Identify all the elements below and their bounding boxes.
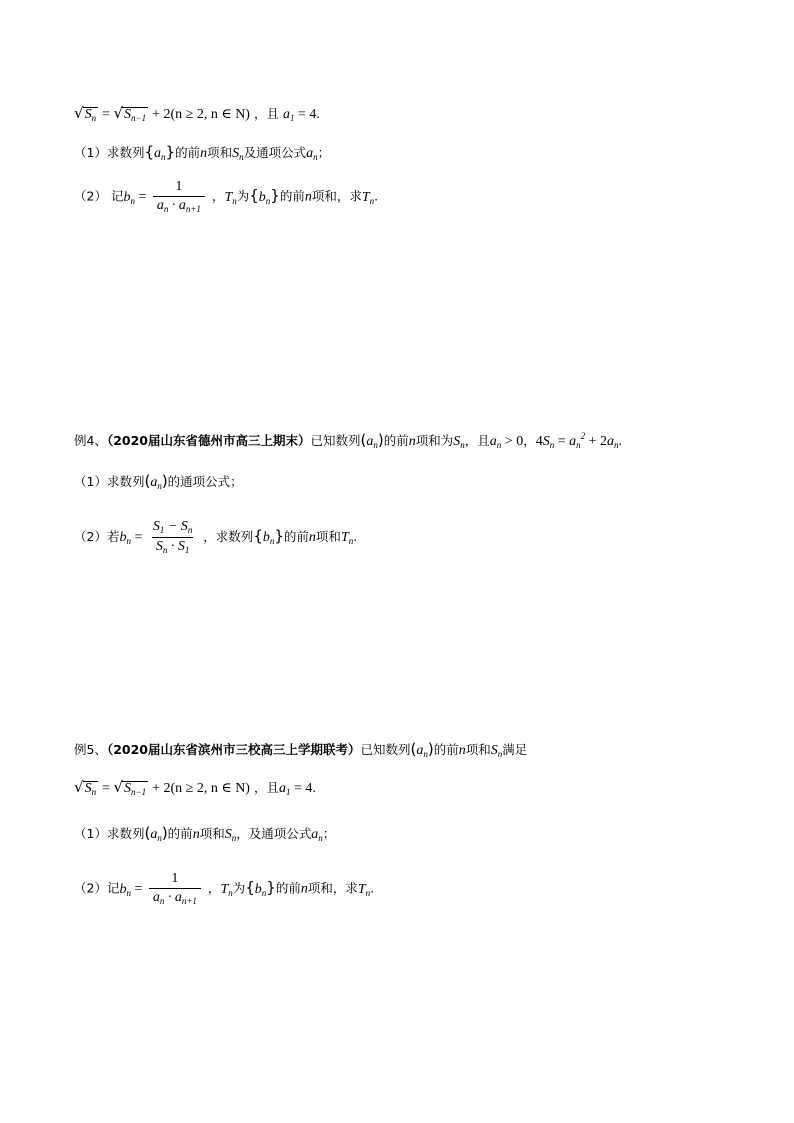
block1-q1: （1）求数列$\{a_n\}$的前n项和$S_n$及通项公式$a_n$； [74,143,331,162]
two: 2 [163,107,171,122]
plus-two: + [152,107,164,122]
example5-q1: （1）求数列$(a_n)$的前n项和$S_n$，及通项公式$a_n$； [74,824,336,843]
example4-q1: （1）求数列$(a_n)$的通项公式； [74,472,243,491]
sqrt-Sn: $S_n$ [84,107,97,123]
example4-q2: （2）若$b_n$ = $\frac{S_1 - S_n}{S_n \cdot S_1}$ ，求数列$\{b_n\}$的前n项和$T_n$. [74,519,358,555]
sqrt-symbol: √ [113,104,124,122]
a1-symbol: $a_1$ [282,107,295,123]
condition: (n ≥ 2, n ∈ N) [170,107,250,122]
block1-q2: （2） 记$b_n$ = $\frac{1}{a_n \cdot a_{n+1}}$ ，$T_n$为$\{b_n\}$的前n项和，求$T_n$. [74,179,379,214]
example-label: 例5、 [74,742,107,757]
fraction-bn: $\frac{1}{a_n \cdot a_{n+1}}$ [149,872,201,906]
fraction-bn: $\frac{S_1 - S_n}{S_n \cdot S_1}$ [152,519,193,555]
equals-sign: = [102,107,114,122]
example5-statement: 例5、（2020届山东省滨州市三校高三上学期联考）已知数列$(a_n)$的前n项和$S_n$满足 [74,740,528,759]
example-source: （2020届山东省德州市高三上期末） [106,433,311,448]
example-source: （2020届山东省滨州市三校高三上学期联考） [106,742,361,757]
example5-equation-line: $√S_n = √S_{n-1} + 2(n \ge 2$, n ∈ N) ，且$a_1 = 4$. [74,778,316,797]
suffix-text: ，且 [253,106,279,121]
example5-q2: （2）记$b_n$ = $\frac{1}{a_n \cdot a_{n+1}}$ ，$T_n$为$\{b_n\}$的前n项和，求$T_n$. [74,871,375,906]
fraction-bn: $\frac{1}{a_n \cdot a_{n+1}}$ [153,180,205,214]
sqrt-symbol: √ [74,104,84,122]
sqrt-Sn-1: $S_{n-1}$ [124,107,147,123]
example4-statement: 例4、（2020届山东省德州市高三上期末）已知数列$(a_n)$的前n项和为$S_n$，且$a_n > 0$，$4S_n = a_n^2 + 2a_n$. [74,431,623,450]
example-label: 例4、 [74,433,107,448]
a1-value: 4 [309,107,317,122]
block1-equation-line: $√S_n = √S_{n-1} + 2(n \ge 2$, n ∈ N) ，且 $a_1 = 4$. [74,104,320,123]
